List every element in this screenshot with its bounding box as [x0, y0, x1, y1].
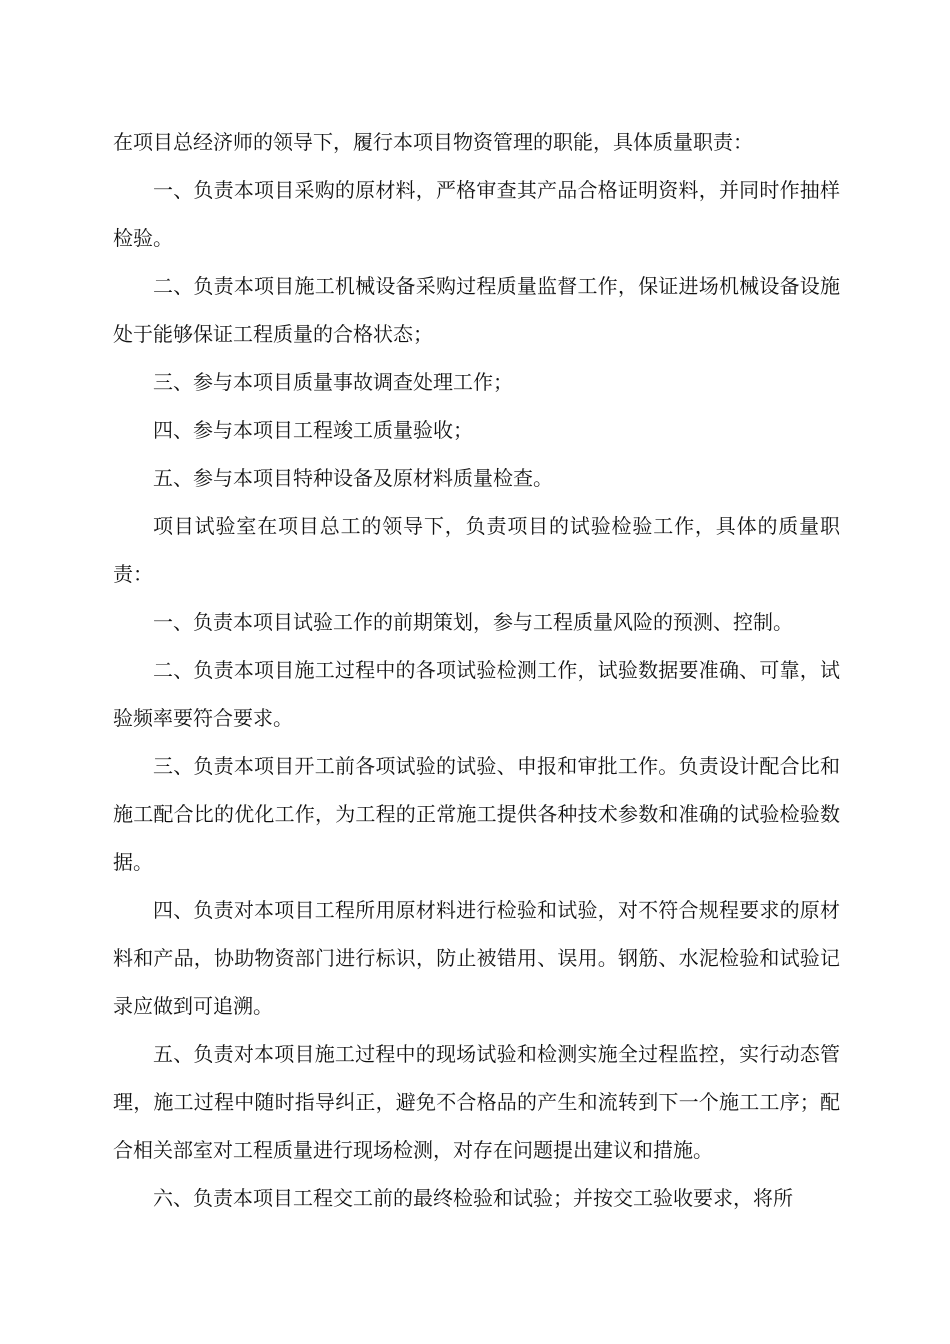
paragraph-lab-duty-4: 四、负责对本项目工程所用原材料进行检验和试验，对不符合规程要求的原材料和产品，协助物资部门进行标识，防止被错用、误用。钢筋、水泥检验和试验记录应做到可追溯。	[113, 898, 840, 1018]
paragraph-intro-laboratory: 项目试验室在项目总工的领导下，负责项目的试验检验工作，具体的质量职责：	[113, 514, 840, 586]
paragraph-materials-duty-5: 五、参与本项目特种设备及原材料质量检查。	[153, 466, 553, 490]
paragraph-materials-duty-1: 一、负责本项目采购的原材料，严格审查其产品合格证明资料，并同时作抽样检验。	[113, 178, 840, 250]
paragraph-lab-duty-2: 二、负责本项目施工过程中的各项试验检测工作，试验数据要准确、可靠，试验频率要符合要求。	[113, 658, 840, 730]
paragraph-materials-duty-2: 二、负责本项目施工机械设备采购过程质量监督工作，保证进场机械设备设施处于能够保证工程质量的合格状态；	[113, 274, 840, 346]
paragraph-lab-duty-5: 五、负责对本项目施工过程中的现场试验和检测实施全过程监控，实行动态管理，施工过程中随时指导纠正，避免不合格品的产生和流转到下一个施工工序；配合相关部室对工程质量进行现场检测，对存在问题提出建议和措施。	[113, 1042, 840, 1162]
paragraph-lab-duty-3: 三、负责本项目开工前各项试验的试验、申报和审批工作。负责设计配合比和施工配合比的优化工作，为工程的正常施工提供各种技术参数和准确的试验检验数据。	[113, 754, 840, 874]
document-body	[113, 118, 840, 1222]
paragraph-intro-materials: 在项目总经济师的领导下，履行本项目物资管理的职能，具体质量职责：	[113, 130, 753, 154]
paragraph-materials-duty-3: 三、参与本项目质量事故调查处理工作；	[153, 370, 513, 394]
paragraph-materials-duty-4: 四、参与本项目工程竣工质量验收；	[153, 418, 473, 442]
paragraph-lab-duty-1: 一、负责本项目试验工作的前期策划，参与工程质量风险的预测、控制。	[153, 610, 793, 634]
paragraph-lab-duty-6: 六、负责本项目工程交工前的最终检验和试验；并按交工验收要求，将所	[153, 1186, 793, 1210]
